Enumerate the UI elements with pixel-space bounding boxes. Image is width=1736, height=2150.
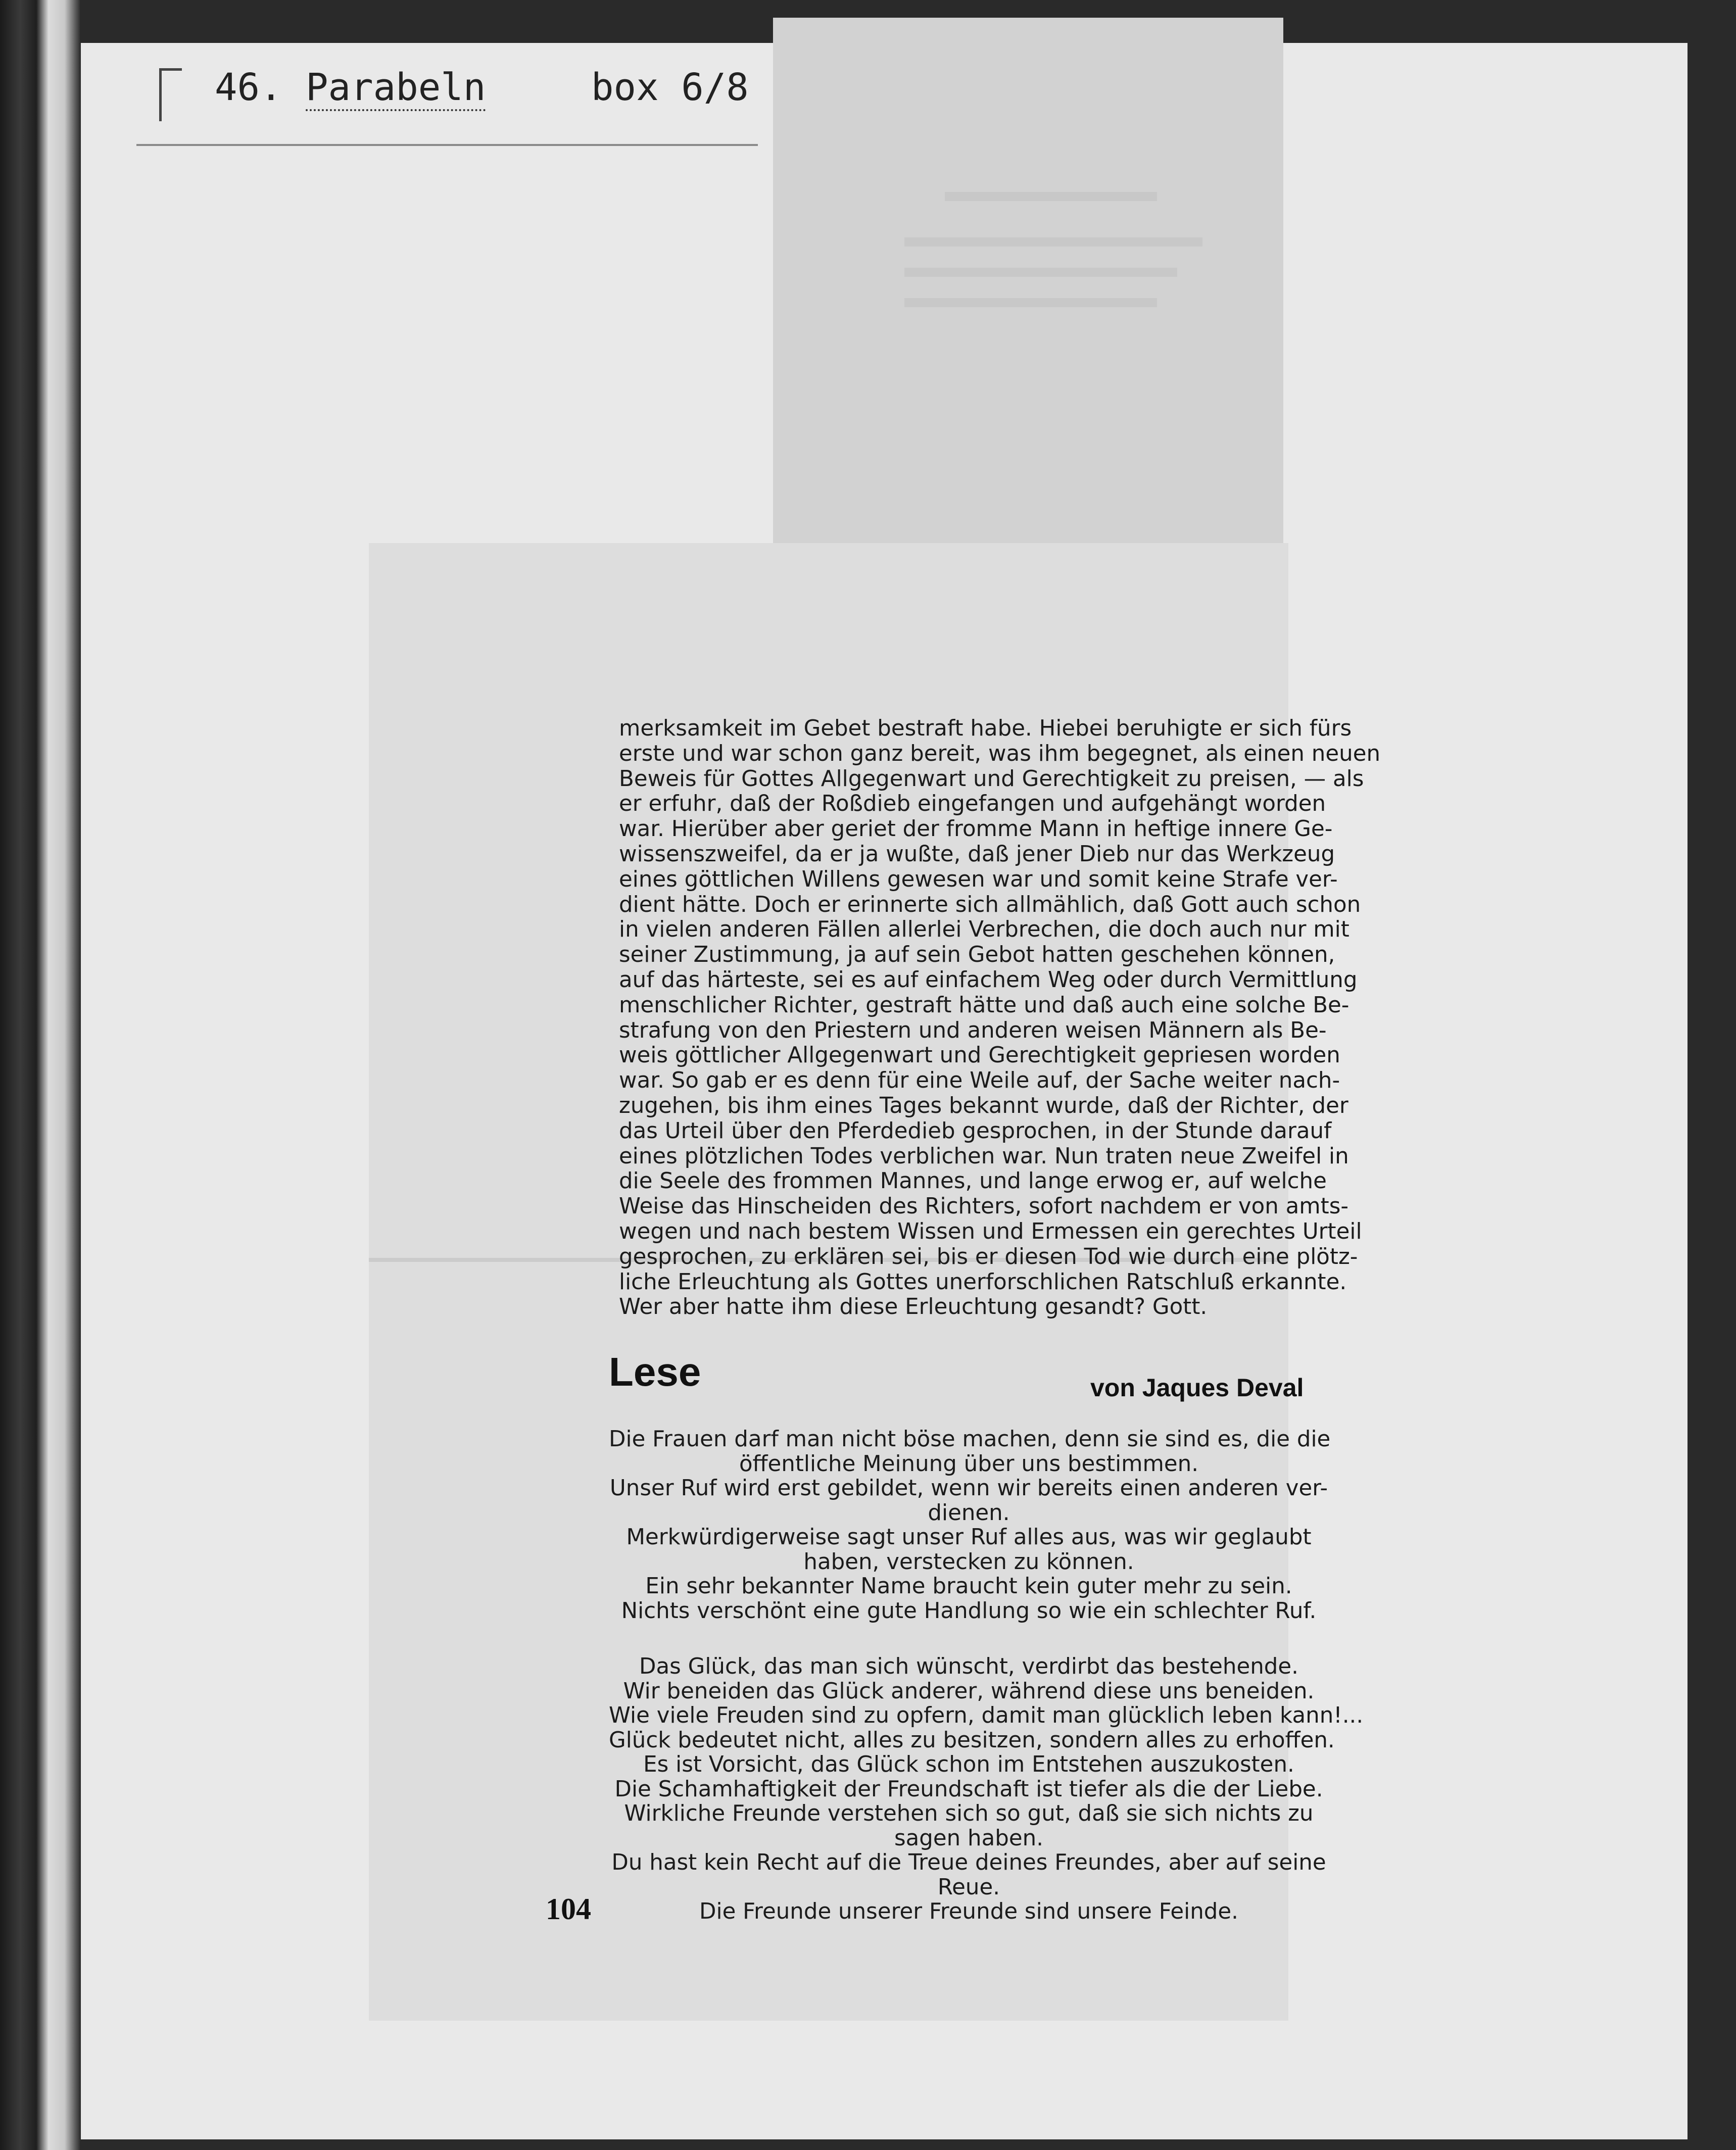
- label-box: box 6/8: [591, 66, 749, 109]
- corner-bracket-icon: [159, 68, 182, 121]
- section-title: Lese: [609, 1349, 701, 1394]
- page-number: 104: [546, 1892, 591, 1926]
- article-paragraph: merksamkeit im Gebet bestraft habe. Hiebei beruhigte er sich fürs erste und war schon ganz bereit, was ihm begegnet, als einen neuen Beweis für Gottes Allgegenwart und Gerechtigkeit zu preisen, — als er erfuhr, daß der Roßdieb eingefangen und aufgehängt worden war. Hierüber aber geriet der fromme Mann in heftige innere Ge- wissenszweifel, da er ja wußte, daß jener Dieb nur das Werkzeug eines göttlichen Willens gewesen war und somit keine Strafe ver- dient hätte. Doch er erinnerte sich allmählich, daß Gott auch schon in vielen anderen Fällen allerlei Verbrechen, die doch auch nur mit seiner Zustimmung, ja auf sein Gebot hatten geschehen können, auf das härteste, sei es auf einfachem Weg oder durch Vermittlung menschlicher Richter, gestraft hätte und daß auch eine solche Be- strafung von den Priestern und anderen weisen Männern als Be- weis göttlicher Allgegenwart und Gerechtigkeit gepriesen worden war. So gab er es denn für eine Weile auf, der Sache weiter nach- zugehen, bis ihm eines Tages bekannt wurde, daß der Richter, der das Urteil über den Pferdedieb gesprochen, in der Stunde darauf eines plötzlichen Todes verblichen war. Nun traten neue Zweifel in die Seele des frommen Mannes, und lange erwog er, auf welche Weise das Hinscheiden des Richters, sofort nachdem er von amts- wegen und nach bestem Wissen und Ermessen ein gerechtes Urteil gesprochen, zu erklären sei, bis er diesen Tod wie durch eine plötz- liche Erleuchtung als Gottes unerforschlichen Ratschluß erkannte. Wer aber hatte ihm diese Erleuchtung gesandt? Gott.: [619, 716, 1381, 1320]
- aphorism-block-happiness: Das Glück, das man sich wünscht, verdirbt das bestehende. Wir beneiden das Glück anderer, während diese uns beneiden. Wie viele Freuden sind zu opfern, damit man glücklich leben kann!... Glück bedeutet nicht, alles zu besitzen, sondern alles zu erhoffen. Es ist Vorsicht, das Glück schon im Entstehen auszukosten. Die Schamhaftigkeit der Freundschaft ist tiefer als die der Liebe. Wirkliche Freunde verstehen sich so gut, daß sie sich nichts zu sagen haben. Du hast kein Recht auf die Treue deines Freundes, aber auf seine Reue. Die Freunde unserer Freunde sind unsere Feinde.: [609, 1654, 1364, 1924]
- archive-label: [136, 53, 758, 146]
- blank-clipping: [773, 18, 1283, 599]
- section-author: von Jaques Deval: [1090, 1374, 1304, 1402]
- faint-text-line: [904, 268, 1177, 277]
- aphorism-block-reputation: Die Frauen darf man nicht böse machen, denn sie sind es, die die öffentliche Meinung über uns bestimmen. Unser Ruf wird erst gebildet, wenn wir bereits einen anderen ver- dienen. Merkwürdigerweise sagt unser Ruf alles aus, was wir geglaubt haben, verstecken zu können. Ein sehr bekannter Name braucht kein guter mehr zu sein. Nichts verschönt eine gute Handlung so wie ein schlechter Ruf.: [609, 1427, 1331, 1624]
- label-title: Parabeln: [306, 66, 486, 111]
- faint-text-line: [945, 192, 1157, 201]
- faint-text-line: [904, 298, 1157, 307]
- label-number: 46.: [215, 66, 282, 109]
- film-edge: [0, 0, 81, 2150]
- faint-text-line: [904, 237, 1202, 247]
